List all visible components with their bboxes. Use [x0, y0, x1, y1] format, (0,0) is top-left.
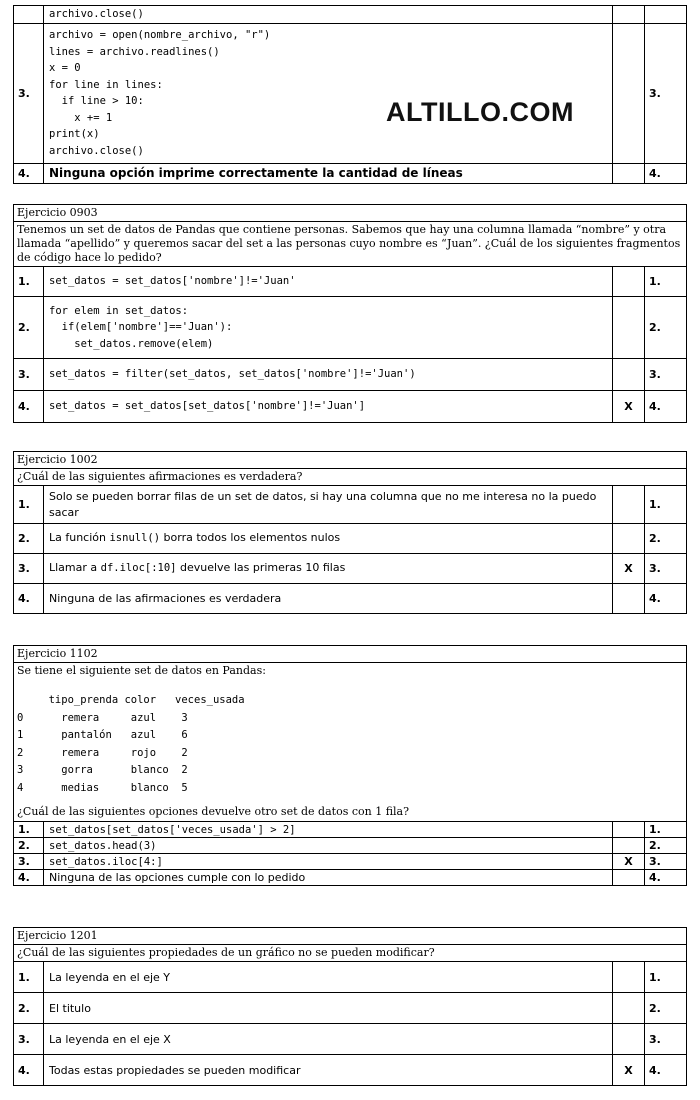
option-number: 3.: [14, 1024, 44, 1055]
option-number: 4.: [14, 870, 44, 886]
option-right-number: 4.: [645, 870, 687, 886]
option-right-number: 3.: [645, 554, 687, 584]
option-code: set_datos = set_datos[set_datos['nombre']!='Juan']: [44, 391, 613, 423]
option-code: set_datos.iloc[4:]: [44, 854, 613, 870]
exercise-title: Ejercicio 0903: [14, 205, 687, 222]
option-right-number: 3.: [645, 359, 687, 391]
answer-mark: [613, 359, 645, 391]
option-number: 1.: [14, 962, 44, 993]
option-text: Llamar a df.iloc[:10] devuelve las primeras 10 filas: [44, 554, 613, 584]
answer-mark: X: [613, 554, 645, 584]
option-number: 1.: [14, 822, 44, 838]
exercise-title: Ejercicio 1002: [14, 452, 687, 469]
option-right-number: 1.: [645, 486, 687, 524]
option-text: Ninguna de las opciones cumple con lo pedido: [44, 870, 613, 886]
option-text: La leyenda en el eje X: [44, 1024, 613, 1055]
option-number: 2.: [14, 524, 44, 554]
prev-exercise-table: [13, 5, 687, 184]
answer-mark: [613, 584, 645, 614]
option-right-number: 3.: [645, 854, 687, 870]
exercise-body: [14, 663, 687, 822]
option-code: set_datos[set_datos['veces_usada'] > 2]: [44, 822, 613, 838]
option-text: Todas estas propiedades se pueden modificar: [44, 1055, 613, 1086]
answer-mark: [613, 524, 645, 554]
answer-mark: [613, 1024, 645, 1055]
option-number: 3.: [14, 854, 44, 870]
exercise-title: Ejercicio 1201: [14, 928, 687, 945]
answer-mark: X: [613, 1055, 645, 1086]
inline-code: isnull(): [109, 532, 161, 545]
answer-mark: X: [613, 391, 645, 423]
option-text: Solo se pueden borrar filas de un set de datos, si hay una columna que no me interesa no la puedo sacar: [44, 486, 613, 524]
answer-mark: [613, 822, 645, 838]
exercise-question: ¿Cuál de las siguientes afirmaciones es verdadera?: [14, 469, 687, 486]
option-text: La leyenda en el eje Y: [44, 962, 613, 993]
option-right-number: 2.: [645, 297, 687, 359]
answer-mark: [613, 486, 645, 524]
option-text: La función isnull() borra todos los elementos nulos: [44, 524, 613, 554]
option-right-number: 4.: [645, 391, 687, 423]
watermark-logo: ALTILLO.COM: [386, 97, 574, 127]
option-code: for elem in set_datos: if(elem['nombre']=='Juan'): set_datos.remove(elem): [44, 297, 613, 359]
exercise-question: Tenemos un set de datos de Pandas que contiene personas. Sabemos que hay una columna llamada “nombre” y otra llamada “apellido” y queremos sacar del set a las personas cuyo nombre es “Juan”. ¿Cuál de los siguientes fragmentos de código hace lo pedido?: [14, 222, 687, 267]
answer-mark: [613, 267, 645, 297]
option-number: 1.: [14, 486, 44, 524]
exercise-1102: [13, 645, 687, 886]
exercise-title: Ejercicio 1102: [14, 646, 687, 663]
option-right-number: 2.: [645, 524, 687, 554]
inline-code: df.iloc[:10]: [100, 562, 177, 575]
option-number: 3.: [14, 554, 44, 584]
option-right-number: 1.: [645, 962, 687, 993]
option-number: 4.: [14, 163, 44, 183]
option-code: set_datos = set_datos['nombre']!='Juan': [44, 267, 613, 297]
option-number: 2.: [14, 993, 44, 1024]
option-number: 4.: [14, 391, 44, 423]
option-right-number: 2.: [645, 838, 687, 854]
exercise-1201: [13, 927, 687, 1086]
exercise-question: ¿Cuál de las siguientes propiedades de un gráfico no se pueden modificar?: [14, 945, 687, 962]
exercise-intro: Se tiene el siguiente set de datos en Pandas:: [17, 664, 266, 677]
option-number: 4.: [14, 1055, 44, 1086]
option-number: 3.: [14, 23, 44, 163]
option-right-number: 1.: [645, 267, 687, 297]
answer-mark: [613, 962, 645, 993]
code-line: archivo.close(): [44, 6, 613, 24]
option-right-number: 4.: [645, 1055, 687, 1086]
answer-mark: [613, 838, 645, 854]
option-number: 2.: [14, 838, 44, 854]
option-right-number: 4.: [645, 163, 687, 183]
exercise-question: ¿Cuál de las siguientes opciones devuelve otro set de datos con 1 fila?: [17, 805, 410, 818]
exercise-0903: [13, 204, 687, 423]
option-code: set_datos = filter(set_datos, set_datos['nombre']!='Juan'): [44, 359, 613, 391]
option-right-number: 4.: [645, 584, 687, 614]
exercise-1002: [13, 451, 687, 614]
option-text: Ninguna opción imprime correctamente la cantidad de líneas: [44, 163, 613, 183]
option-number: 3.: [14, 359, 44, 391]
option-code: set_datos.head(3): [44, 838, 613, 854]
option-text: El titulo: [44, 993, 613, 1024]
option-code: archivo = open(nombre_archivo, "r") lines = archivo.readlines() x = 0 for line in lines: if line > 10: x += 1 print(x) archivo.close(): [44, 23, 613, 163]
option-right-number: 3.: [645, 23, 687, 163]
answer-mark: [613, 870, 645, 886]
option-text: Ninguna de las afirmaciones es verdadera: [44, 584, 613, 614]
option-number: 4.: [14, 584, 44, 614]
option-right-number: 1.: [645, 822, 687, 838]
option-number: 2.: [14, 297, 44, 359]
dataframe-display: tipo_prenda color veces_usada 0 remera azul 3 1 pantalón azul 6 2 remera rojo 2 3 gorra blanco 2 4 medias blanco 5: [17, 694, 245, 794]
option-number: 1.: [14, 267, 44, 297]
answer-mark: X: [613, 854, 645, 870]
option-right-number: 2.: [645, 993, 687, 1024]
answer-mark: [613, 297, 645, 359]
option-right-number: 3.: [645, 1024, 687, 1055]
answer-mark: [613, 993, 645, 1024]
